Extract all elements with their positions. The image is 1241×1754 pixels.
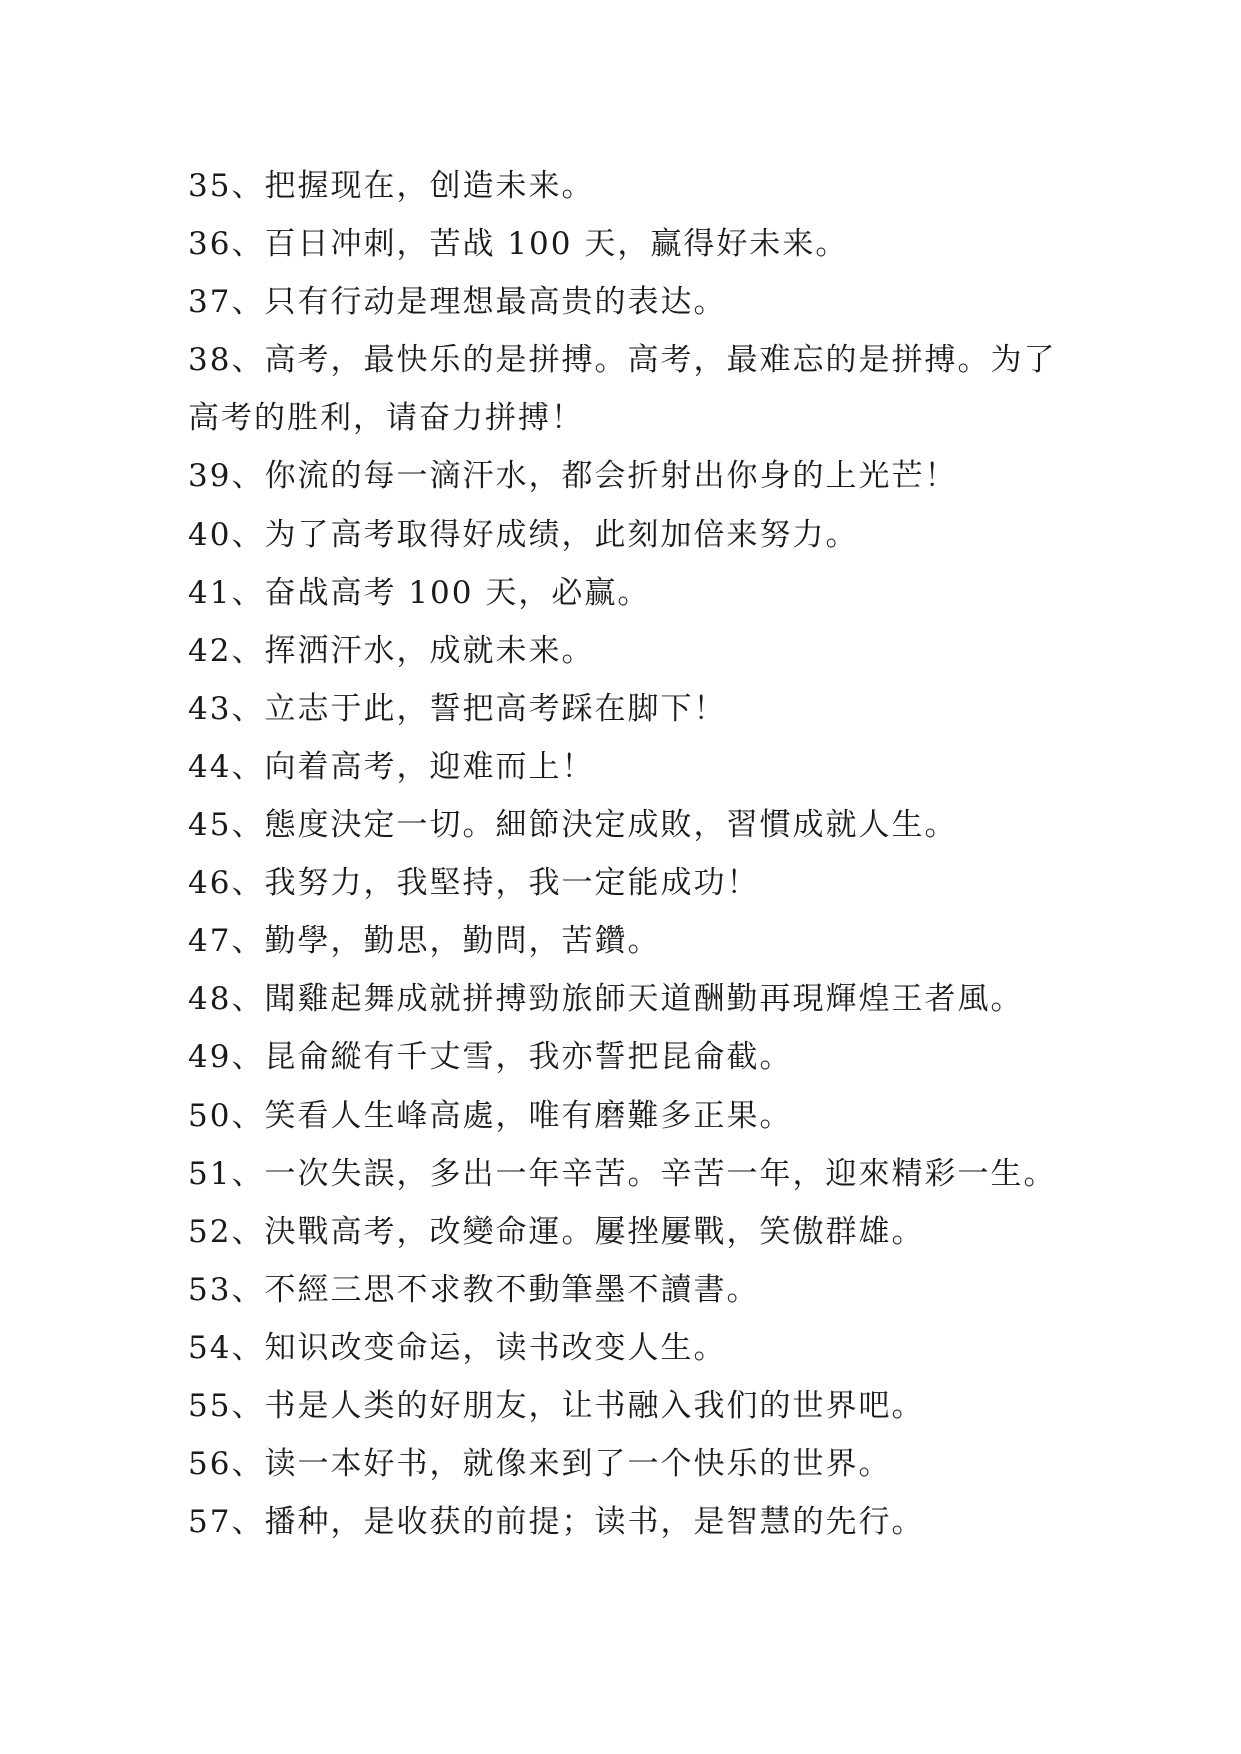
- quote-line-35: 35、把握现在，创造未来。: [188, 168, 595, 204]
- quote-line-50: 50、笑看人生峰高處，唯有磨難多正果。: [188, 1097, 793, 1134]
- quote-line-39: 39、你流的每一滴汗水，都会折射出你身的上光芒！: [188, 458, 958, 495]
- quote-line-51: 51、一次失誤，多出一年辛苦。辛苦一年，迎來精彩一生。: [188, 1155, 1057, 1192]
- quote-list: [188, 157, 1068, 1551]
- quote-line-45: 45、態度決定一切。細節決定成敗，習慣成就人生。: [188, 807, 958, 844]
- quote-line-38: 38、高考，最快乐的是拼搏。高考，最难忘的是拼搏。为了: [188, 342, 1057, 379]
- quote-line-38-continued: 高考的胜利，请奋力拼搏！: [188, 400, 584, 437]
- quote-line-48: 48、聞雞起舞成就拼搏勁旅師天道酬勤再現輝煌王者風。: [188, 981, 1024, 1018]
- quote-line-43: 43、立志于此，誓把高考踩在脚下！: [188, 690, 727, 727]
- quote-line-53: 53、不經三思不求教不動筆墨不讀書。: [188, 1271, 760, 1308]
- quote-line-41: 41、奋战高考 100 天，必赢。: [188, 574, 651, 611]
- quote-line-57: 57、播种，是收获的前提；读书，是智慧的先行。: [188, 1504, 925, 1541]
- quote-line-40: 40、为了高考取得好成绩，此刻加倍来努力。: [188, 516, 859, 553]
- quote-line-46: 46、我努力，我堅持，我一定能成功！: [188, 865, 760, 902]
- quote-line-44: 44、向着高考，迎难而上！: [188, 748, 595, 785]
- quote-line-37: 37、只有行动是理想最高贵的表达。: [188, 284, 727, 321]
- quote-line-54: 54、知识改变命运，读书改变人生。: [188, 1329, 727, 1366]
- quote-line-36: 36、百日冲刺，苦战 100 天，赢得好未来。: [188, 226, 849, 263]
- quote-line-56: 56、读一本好书，就像来到了一个快乐的世界。: [188, 1446, 892, 1483]
- quote-line-55: 55、书是人类的好朋友，让书融入我们的世界吧。: [188, 1387, 925, 1424]
- quote-line-47: 47、勤學，勤思，勤問，苦鑽。: [188, 923, 661, 960]
- quote-line-52: 52、決戰高考，改變命運。屢挫屢戰，笑傲群雄。: [188, 1213, 925, 1250]
- quote-line-49: 49、昆侖縱有千丈雪，我亦誓把昆侖截。: [188, 1039, 793, 1076]
- quote-line-42: 42、挥洒汗水，成就未来。: [188, 632, 595, 669]
